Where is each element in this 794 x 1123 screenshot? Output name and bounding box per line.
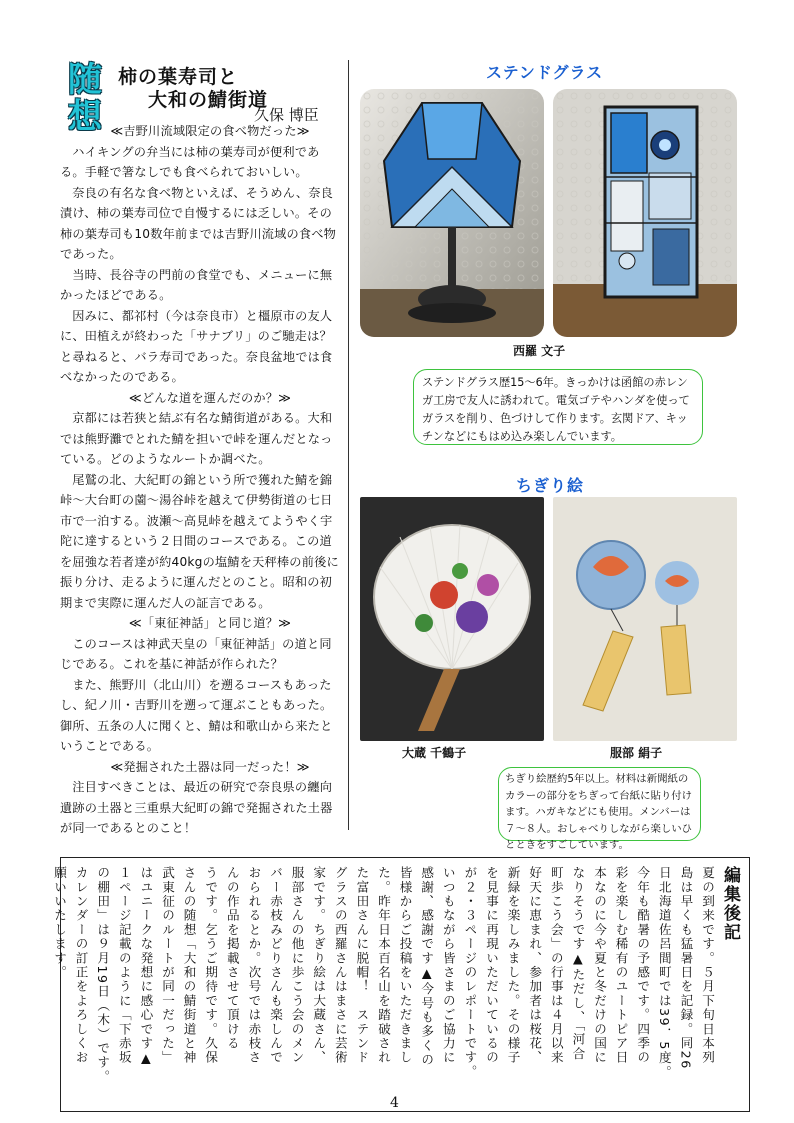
editor-note-column: １ページ記載のように「下赤坂	[116, 866, 132, 1065]
editor-note-column: 今年も酷暑の予感です。四季の	[635, 866, 651, 1065]
editor-note-column: 感謝、感謝です▲今号も多くの	[419, 866, 435, 1068]
essay-subheading: ≪発掘された土器は同一だった！≫	[110, 759, 310, 774]
editor-note-column: うです。乞うご期待です。久保	[203, 866, 219, 1065]
editor-note-column: た。昨年日本百名山を踏破され	[376, 866, 391, 1065]
essay-title-line1: 柿の葉寿司と	[118, 66, 239, 88]
essay-subheading: ≪どんな道を運んだのか？≫	[128, 390, 292, 405]
editor-note-column: カレンダーの訂正をよろしくお	[73, 866, 89, 1065]
stained-glass-comment: ステンドグラス歴15～6年。きっかけは函館の赤レンガ工房で友人に誘われて。電気ゴテやハンダを使ってガラスを削り、色づけして作ります。玄関ドア、キッチンなどにもはめ込み楽しんでいます。	[413, 369, 703, 445]
editor-note-column: 皆様からご投稿をいただきまし	[397, 866, 413, 1065]
editor-note-column: 町歩こう会」の行事は４月以来	[548, 866, 564, 1065]
editor-note-column: 新緑を楽しみました。その様子	[505, 866, 521, 1065]
essay-paragraph: また、熊野川（北山川）を遡るコースもあったし、紀ノ川・吉野川を遡って運ぶこともあった。御所、五条の人に聞くと、鯖は和歌山から来たということである。	[60, 677, 333, 753]
essay-paragraph: 当時、長谷寺の門前の食堂でも、メニューに無かったほどである。	[60, 267, 333, 302]
essay-badge-char-2: 想	[68, 97, 102, 137]
essay-subheading: ≪「東征神話」と同じ道？≫	[128, 616, 292, 630]
chigiri-artist-left: 大蔵 千鶴子	[402, 746, 467, 760]
stained-glass-artist: 西羅 文子	[513, 344, 566, 358]
essay-paragraph: 尾鷲の北、大紀町の錦という所で獲れた鯖を錦峠～大台町の薗～湯谷峠を越えて伊勢街道の七日市で一泊する。波瀬～高見峠を越えてようやく宇陀に達するという２日間のコースである。この道を屈強な若者達が約40kgの塩鯖を天秤棒の前後に振り分け、走るように運んだとのこと。昭和の初期まで実際に運んだ人の証言である。	[60, 472, 339, 610]
editor-note-column: 夏の到来です。５月下旬日本列	[700, 866, 715, 1065]
editor-note-column: 願いいたします。	[52, 866, 67, 980]
essay-author: 久保 博臣	[254, 106, 319, 124]
essay-paragraph: 京都には若狭と結ぶ有名な鯖街道がある。大和では熊野灘でとれた鯖を担いで峠を運んだとなっている。どのようなルートか調べた。	[60, 411, 333, 466]
editor-note-column: 好天に恵まれ、参加者は桜花、	[527, 866, 543, 1065]
essay-paragraph: 因みに、都祁村（今は奈良市）と橿原市の友人に、田植えが終わった「サナブリ」のご馳走は？と尋ねると、バラ寿司であった。奈良盆地では食べなかったのである。	[60, 308, 333, 384]
editor-note-column: 日北海道佐呂間町では39．5度。	[656, 866, 672, 1080]
chigiri-fan-photo	[360, 497, 544, 741]
editor-note-column: いつもながら皆さまのご協力に	[440, 866, 456, 1065]
editor-note-column: 本なのに今や夏と冬だけの国に	[592, 866, 607, 1065]
editor-note-column: んの作品を掲載させて頂ける	[224, 866, 240, 1051]
editor-note-column: 家です。ちぎり絵は大蔵さん、	[311, 866, 327, 1065]
chigiri-comment: ちぎり絵歴約5年以上。材料は新聞紙のカラーの部分をちぎって台紙に貼り付けます。ハガキなどにも使用。メンバーは７～８人。おしゃべりしながら楽しいひとときをすごしています。	[498, 767, 701, 841]
editor-note-column: グラスの西羅さんはまさに芸術	[332, 866, 348, 1065]
essay-subheading: ≪吉野川流域限定の食べ物だった≫	[110, 124, 310, 138]
chigiri-title: ちぎり絵	[516, 476, 585, 495]
editor-note-column: 武東征のルートが同一だった」	[160, 866, 175, 1065]
editor-note-column: はユニークな発想に感心です▲	[138, 866, 154, 1068]
essay-paragraph: ハイキングの弁当には柿の葉寿司が便利である。手軽で箸なしでも食べられておいしい。	[60, 144, 320, 179]
editor-note-column: を見事に再現いただいているの	[484, 866, 499, 1065]
editor-note-column: 服部さんの他に歩こう会のメン	[289, 866, 305, 1065]
stained-glass-lamp-photo	[360, 89, 544, 337]
essay-body	[60, 121, 342, 839]
essay-paragraph: 奈良の有名な食べ物といえば、そうめん、奈良漬け、柿の葉寿司位で自慢するには乏しい。その柿の葉寿司も10数年前までは吉野川流域の食べ物であった。	[60, 185, 337, 261]
editor-note-column: た富田さんに脱帽！ ステンド	[354, 866, 370, 1065]
editor-note-column: おられるとか。次号では赤枝さ	[246, 866, 262, 1065]
essay-paragraph: 注目すべきことは、最近の研究で奈良県の纏向遺跡の土器と三重県大紀町の錦で発掘された土器が同一であるとのこと！	[60, 780, 333, 835]
essay-paragraph: このコースは神武天皇の「東征神話」の道と同じである。これを基に神話が作られた？	[60, 636, 332, 671]
chigiri-artist-right: 服部 絹子	[610, 746, 663, 760]
chigiri-wind-chime-photo	[553, 497, 737, 741]
editor-note-column: なりそうです▲ただし、「河合	[570, 866, 586, 1061]
page-number: 4	[390, 1095, 399, 1111]
stained-glass-panel-photo	[553, 89, 737, 337]
stained-glass-title: ステンドグラス	[486, 63, 604, 82]
essay-title-line2: 大和の鯖街道	[148, 89, 269, 111]
editor-note-title: 編集後記	[720, 866, 740, 942]
editor-note-column: 島は早くも猛暑日を記録。同26	[678, 866, 694, 1070]
editor-note-column: さんの随想「大和の鯖街道と神	[181, 866, 197, 1065]
column-divider	[348, 60, 349, 830]
essay-badge-char-1: 随	[68, 60, 102, 100]
editor-note-column: バー赤枝みどりさんも楽しんで	[268, 866, 283, 1065]
editor-note-box	[52, 857, 750, 1112]
editor-note-column: 彩を楽しむ稀有のユートピア日	[613, 866, 629, 1065]
editor-note-column: の棚田」は９月19日（木）です。	[95, 866, 111, 1085]
editor-note-column: が２・３ページのレポートです。	[462, 866, 478, 1079]
